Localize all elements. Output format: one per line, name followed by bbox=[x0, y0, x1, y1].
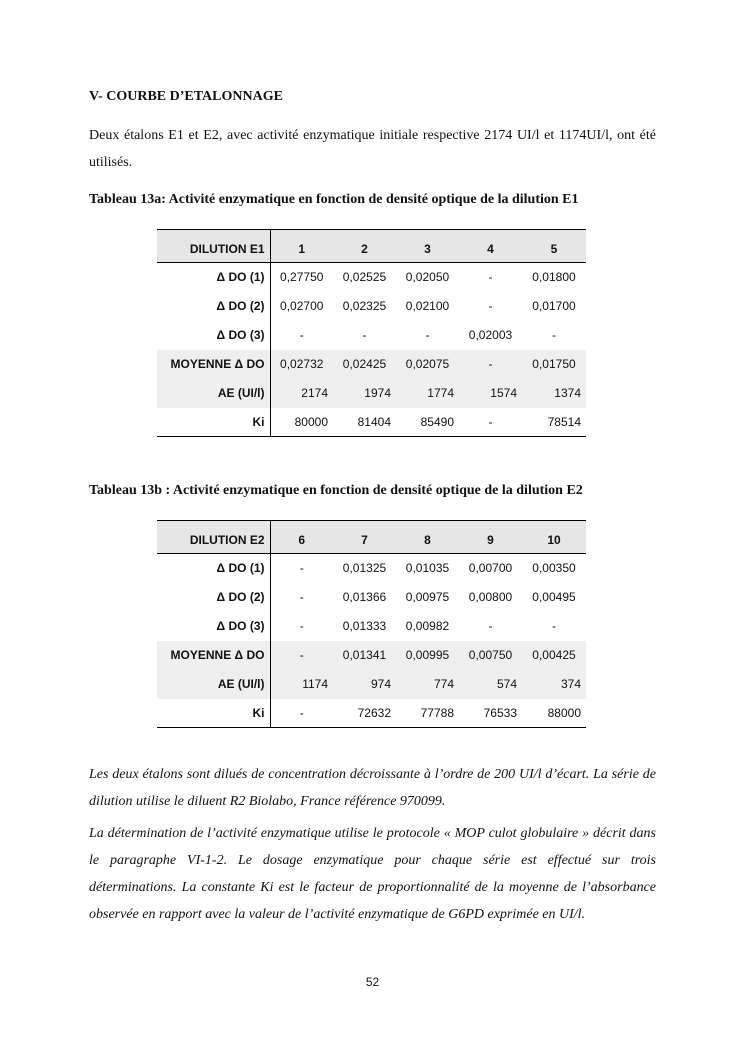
table-cell: 78514 bbox=[547, 414, 581, 429]
table-row bbox=[157, 670, 586, 699]
table-cell: 0,02075 bbox=[396, 350, 459, 379]
row-label: AE (UI/l) bbox=[157, 670, 270, 699]
table-cell: - bbox=[299, 561, 304, 576]
table-row bbox=[157, 350, 586, 379]
table-cell: 0,02003 bbox=[468, 328, 513, 342]
table-cell: 1974 bbox=[333, 379, 396, 408]
row-label: Δ DO (3) bbox=[157, 321, 270, 350]
table-header-row bbox=[157, 230, 586, 263]
table-cell: - bbox=[299, 705, 304, 720]
table-cell: 0,00425 bbox=[522, 641, 586, 670]
table-cell: 72632 bbox=[357, 705, 391, 720]
column-header: 8 bbox=[396, 521, 459, 554]
table-cell: 0,02700 bbox=[280, 299, 324, 313]
table-header-label: DILUTION E1 bbox=[157, 230, 270, 263]
section-heading: V- COURBE D’ETALONNAGE bbox=[89, 89, 283, 104]
row-label: Ki bbox=[157, 408, 270, 437]
table-row bbox=[157, 321, 586, 350]
table-cell: 77788 bbox=[420, 705, 454, 720]
table-cell: 1774 bbox=[396, 379, 459, 408]
table-cell: 0,01800 bbox=[532, 270, 576, 285]
table-cell: 80000 bbox=[294, 414, 328, 429]
table-cell: 574 bbox=[459, 670, 522, 699]
column-header: 10 bbox=[522, 521, 586, 554]
table-cell: 374 bbox=[522, 670, 586, 699]
row-label: Ki bbox=[157, 699, 270, 728]
table-cell: 0,02525 bbox=[342, 270, 387, 285]
table-cell: - bbox=[488, 270, 493, 285]
table-cell: 0,02732 bbox=[270, 350, 333, 379]
table-row bbox=[157, 641, 586, 670]
table-cell: 1174 bbox=[270, 670, 333, 699]
table-cell: 0,02325 bbox=[342, 299, 387, 313]
table-row bbox=[157, 263, 586, 292]
table-b bbox=[157, 520, 586, 728]
table-row bbox=[157, 554, 586, 583]
column-header: 1 bbox=[270, 230, 333, 263]
column-header: 3 bbox=[396, 230, 459, 263]
table-cell: - bbox=[270, 641, 333, 670]
note-paragraph-2: La détermination de l’activité enzymatique utilise le protocole « MOP culot globulaire » décrit dans le paragraphe VI-1-2. Le dosage enzymatique pour chaque série est effectué sur trois déterminations. La constante Ki est le facteur de proportionnalité de la moyenne de l’absorbance observée en rapport avec la valeur de l’activité enzymatique de G6PD exprimée en UI/l. bbox=[89, 826, 656, 922]
table-cell: 0,00995 bbox=[396, 641, 459, 670]
table-cell: 0,00982 bbox=[405, 619, 450, 633]
table-cell: 81404 bbox=[357, 414, 391, 429]
table-cell: - bbox=[299, 328, 304, 342]
table-cell: 88000 bbox=[547, 705, 581, 720]
row-label: Δ DO (2) bbox=[157, 583, 270, 612]
table-cell: 0,00750 bbox=[459, 641, 522, 670]
table-cell: - bbox=[299, 619, 304, 633]
row-label: Δ DO (1) bbox=[157, 263, 270, 292]
table-a bbox=[157, 229, 586, 437]
row-label: Δ DO (3) bbox=[157, 612, 270, 641]
table-cell: 774 bbox=[396, 670, 459, 699]
table-cell: 0,01325 bbox=[342, 561, 387, 576]
table-cell: 0,27750 bbox=[280, 270, 324, 285]
row-label: MOYENNE Δ DO bbox=[157, 641, 270, 670]
table-cell: 0,00975 bbox=[405, 590, 450, 604]
table-row bbox=[157, 292, 586, 321]
table-b-caption: Tableau 13b : Activité enzymatique en fonction de densité optique de la dilution E2 bbox=[89, 483, 583, 498]
table-cell: 0,00495 bbox=[532, 590, 576, 604]
table-cell: 0,00350 bbox=[532, 561, 576, 576]
row-label: Δ DO (2) bbox=[157, 292, 270, 321]
table-cell: 85490 bbox=[420, 414, 454, 429]
table-cell: 0,00700 bbox=[468, 561, 513, 576]
row-label: MOYENNE Δ DO bbox=[157, 350, 270, 379]
table-row bbox=[157, 379, 586, 408]
table-cell: 0,01341 bbox=[333, 641, 396, 670]
row-label: AE (UI/l) bbox=[157, 379, 270, 408]
table-cell: 0,00800 bbox=[468, 590, 513, 604]
table-cell: 974 bbox=[333, 670, 396, 699]
table-row bbox=[157, 583, 586, 612]
note-paragraph-1: Les deux étalons sont dilués de concentration décroissante à l’ordre de 200 UI/l d’écart. La série de dilution utilise le diluent R2 Biolabo, France référence 970099. bbox=[89, 767, 656, 809]
table-cell: 0,01035 bbox=[405, 561, 450, 576]
intro-paragraph: Deux étalons E1 et E2, avec activité enzymatique initiale respective 2174 UI/l et 1174UI/l, ont été utilisés. bbox=[89, 128, 656, 170]
table-cell: 1374 bbox=[522, 379, 586, 408]
column-header: 4 bbox=[459, 230, 522, 263]
row-label: Δ DO (1) bbox=[157, 554, 270, 583]
table-cell: 0,02425 bbox=[333, 350, 396, 379]
table-cell: 0,01366 bbox=[342, 590, 387, 604]
column-header: 5 bbox=[522, 230, 586, 263]
table-cell: - bbox=[488, 619, 493, 633]
table-cell: - bbox=[299, 590, 304, 604]
table-cell: - bbox=[552, 619, 556, 633]
table-cell: 0,02100 bbox=[405, 299, 450, 313]
table-cell: 1574 bbox=[459, 379, 522, 408]
table-a-caption: Tableau 13a: Activité enzymatique en fonction de densité optique de la dilution E1 bbox=[89, 192, 579, 207]
table-cell: 0,01750 bbox=[522, 350, 586, 379]
table-row bbox=[157, 612, 586, 641]
table-row bbox=[157, 408, 586, 437]
table-cell: 0,02050 bbox=[405, 270, 450, 285]
table-cell: - bbox=[459, 350, 522, 379]
table-cell: 0,01333 bbox=[342, 619, 387, 633]
page-number: 52 bbox=[365, 975, 380, 989]
table-cell: - bbox=[488, 299, 493, 313]
column-header: 6 bbox=[270, 521, 333, 554]
table-header-label: DILUTION E2 bbox=[157, 521, 270, 554]
table-row bbox=[157, 699, 586, 728]
table-cell: 76533 bbox=[483, 705, 517, 720]
table-cell: 2174 bbox=[270, 379, 333, 408]
column-header: 9 bbox=[459, 521, 522, 554]
column-header: 7 bbox=[333, 521, 396, 554]
table-cell: - bbox=[488, 414, 493, 429]
table-cell: - bbox=[425, 328, 430, 342]
table-header-row bbox=[157, 521, 586, 554]
table-cell: - bbox=[362, 328, 367, 342]
table-cell: 0,01700 bbox=[532, 299, 576, 313]
column-header: 2 bbox=[333, 230, 396, 263]
table-cell: - bbox=[552, 328, 556, 342]
